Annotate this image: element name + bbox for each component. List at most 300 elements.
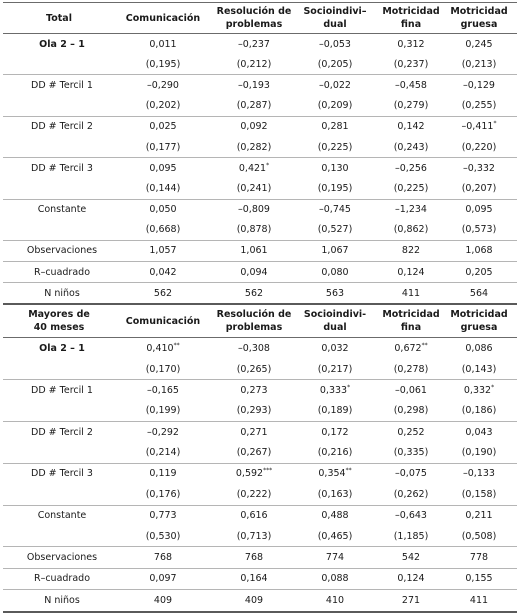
table-cell [449, 224, 509, 235]
table-cell [449, 405, 509, 416]
cell-value: (0,225) [317, 141, 353, 153]
table-cell [115, 245, 211, 256]
cell-value: 0,050 [149, 204, 177, 216]
cell-value: 1,061 [240, 245, 268, 257]
cell-value: (0,220) [461, 141, 497, 153]
table-cell [115, 595, 211, 606]
cell-value: (0,293) [236, 405, 272, 417]
cell-value: (0,207) [461, 182, 497, 194]
cell-value: (0,214) [145, 447, 181, 459]
table-row [3, 200, 517, 220]
table-cell [115, 59, 211, 70]
table-cell [297, 573, 373, 584]
col-header-comunicacion: Comunicación [125, 315, 201, 327]
table-cell [115, 121, 211, 132]
table-cell [373, 573, 449, 584]
table-cell [211, 100, 297, 111]
table-cell [373, 595, 449, 606]
table-cell [211, 447, 297, 458]
cell-value: 0,088 [321, 573, 349, 585]
table-cell [211, 59, 297, 70]
cell-value: –0,053 [319, 38, 351, 50]
panel-total-header [3, 3, 517, 33]
table-cell [449, 142, 509, 153]
cell-value: (0,287) [236, 100, 272, 112]
cell-value: 0,130 [321, 162, 349, 174]
table-cell [297, 59, 373, 70]
regression-table [3, 0, 517, 613]
cell-value: (0,262) [393, 488, 429, 500]
cell-value: (0,225) [393, 182, 429, 194]
cell-value: 0,273 [240, 384, 268, 396]
table-row [3, 569, 517, 589]
table-cell [297, 364, 373, 375]
cell-value: (0,163) [317, 488, 353, 500]
table-cell [373, 59, 449, 70]
cell-value: 0,592 [235, 468, 264, 480]
cell-value: 562 [153, 287, 173, 299]
table-cell [211, 510, 297, 521]
table-cell [115, 489, 211, 500]
table-cell [297, 121, 373, 132]
table-cell [297, 427, 373, 438]
cell-value: (0,265) [236, 363, 272, 375]
cell-value: (0,143) [461, 363, 497, 375]
table-cell [211, 163, 297, 174]
significance-stars: * [347, 383, 351, 391]
cell-value: (0,282) [236, 141, 272, 153]
cell-value: 778 [469, 552, 489, 564]
cell-value: 0,043 [465, 426, 493, 438]
table-cell [211, 39, 297, 50]
cell-value: 0,155 [465, 573, 493, 585]
table-cell [297, 510, 373, 521]
table-cell [297, 183, 373, 194]
cell-value: –0,129 [463, 79, 495, 91]
cell-value: –0,643 [395, 510, 427, 522]
cell-value: 409 [244, 594, 264, 606]
table-row-se [3, 526, 517, 546]
table-cell [373, 163, 449, 174]
table-cell [115, 385, 211, 396]
table-cell [211, 121, 297, 132]
cell-value: –0,061 [395, 384, 427, 396]
cell-value: 0,271 [240, 426, 268, 438]
table-cell [211, 183, 297, 194]
table-cell [373, 447, 449, 458]
table-row [3, 34, 517, 54]
table-cell [373, 468, 449, 479]
cell-value: 774 [325, 552, 345, 564]
table-cell [115, 364, 211, 375]
table-cell [115, 163, 211, 174]
cell-value: –0,133 [463, 468, 495, 480]
cell-value: (0,530) [145, 530, 181, 542]
table-cell [211, 343, 297, 354]
row-label: Constante [37, 204, 87, 216]
table-cell [373, 142, 449, 153]
table-cell [211, 204, 297, 215]
table-cell [297, 288, 373, 299]
cell-value: –0,809 [238, 204, 270, 216]
table-cell [115, 468, 211, 479]
significance-stars: ** [345, 467, 352, 475]
significance-stars: ** [421, 341, 428, 349]
cell-value: (0,237) [393, 58, 429, 70]
table-cell [211, 573, 297, 584]
table-row-se [3, 442, 517, 462]
cell-value: –0,290 [147, 79, 179, 91]
table-row-se [3, 220, 517, 240]
cell-value: (0,298) [393, 405, 429, 417]
panel-mayores-header [3, 305, 517, 337]
col-header-motricidad-gruesa: Motricidad gruesa [450, 6, 508, 30]
table-cell [115, 204, 211, 215]
cell-value: (0,209) [317, 100, 353, 112]
table-cell [449, 288, 509, 299]
panel-total-body [3, 34, 517, 303]
cell-value: (0,243) [393, 141, 429, 153]
table-cell [373, 364, 449, 375]
cell-value: 542 [401, 552, 421, 564]
table-cell [297, 39, 373, 50]
cell-value: 0,164 [240, 573, 268, 585]
table-cell [373, 531, 449, 542]
cell-value: (0,878) [236, 224, 272, 236]
significance-stars: ** [173, 341, 180, 349]
table-cell [373, 385, 449, 396]
cell-value: 0,095 [149, 162, 177, 174]
cell-value: –0,237 [238, 38, 270, 50]
table-cell [211, 142, 297, 153]
cell-value: (0,144) [145, 182, 181, 194]
table-cell [449, 163, 509, 174]
table-cell [373, 224, 449, 235]
cell-value: 411 [401, 287, 421, 299]
cell-value: (0,177) [145, 141, 181, 153]
cell-value: 0,211 [465, 510, 493, 522]
cell-value: (0,222) [236, 488, 272, 500]
table-cell [115, 405, 211, 416]
cell-value: (0,241) [236, 182, 272, 194]
cell-value: (0,195) [145, 58, 181, 70]
cell-value: (0,713) [236, 530, 272, 542]
table-cell [373, 510, 449, 521]
row-label: Observaciones [26, 245, 98, 257]
row-label: DD # Tercil 3 [31, 468, 93, 480]
row-label: DD # Tercil 3 [31, 162, 93, 174]
col-header-motricidad-gruesa: Motricidad gruesa [450, 309, 508, 334]
table-cell [449, 183, 509, 194]
table-cell [373, 489, 449, 500]
table-cell [115, 80, 211, 91]
col-header-comunicacion: Comunicación [125, 12, 201, 24]
cell-value: (0,186) [461, 405, 497, 417]
cell-value: 0,032 [321, 343, 349, 355]
panel-mayores-body [3, 338, 517, 610]
cell-value: 0,011 [149, 38, 177, 50]
table-cell [449, 204, 509, 215]
table-cell [211, 552, 297, 563]
table-cell [211, 267, 297, 278]
table-cell [115, 531, 211, 542]
cell-value: –0,075 [395, 468, 427, 480]
col-header-motricidad-fina: Motricidad fina [382, 6, 440, 30]
panel-title: Total [46, 12, 72, 24]
cell-value: (0,279) [393, 100, 429, 112]
cell-value: (0,668) [145, 224, 181, 236]
cell-value: (0,195) [317, 182, 353, 194]
table-cell [115, 552, 211, 563]
table-cell [115, 100, 211, 111]
table-row-se [3, 401, 517, 421]
table-cell [211, 531, 297, 542]
table-cell [449, 100, 509, 111]
table-cell [449, 267, 509, 278]
table-cell [297, 224, 373, 235]
cell-value: –0,411 [461, 121, 494, 133]
table-cell [449, 531, 509, 542]
cell-value: 0,773 [149, 510, 177, 522]
table-row [3, 422, 517, 442]
cell-value: 768 [153, 552, 173, 564]
cell-value: 0,245 [465, 38, 493, 50]
table-cell [297, 595, 373, 606]
cell-value: 563 [325, 287, 345, 299]
table-cell [449, 489, 509, 500]
cell-value: (0,508) [461, 530, 497, 542]
table-row-se [3, 484, 517, 504]
table-row [3, 380, 517, 400]
table-cell [449, 343, 509, 354]
row-label: DD # Tercil 2 [31, 426, 93, 438]
cell-value: –0,165 [147, 384, 179, 396]
table-cell [297, 245, 373, 256]
table-cell [211, 288, 297, 299]
table-cell [211, 427, 297, 438]
cell-value: 0,142 [397, 121, 425, 133]
cell-value: 0,097 [149, 573, 177, 585]
table-cell [297, 163, 373, 174]
table-cell [115, 183, 211, 194]
cell-value: (1,185) [393, 530, 429, 542]
cell-value: (0,335) [393, 447, 429, 459]
cell-value: 0,042 [149, 266, 177, 278]
cell-value: 768 [244, 552, 264, 564]
table-cell [373, 343, 449, 354]
cell-value: (0,189) [317, 405, 353, 417]
cell-value: 0,672 [394, 343, 422, 355]
table-cell [449, 59, 509, 70]
table-row [3, 464, 517, 484]
cell-value: (0,158) [461, 488, 497, 500]
table-cell [115, 39, 211, 50]
table-cell [373, 267, 449, 278]
cell-value: 0,205 [465, 266, 493, 278]
table-cell [297, 489, 373, 500]
table-row [3, 338, 517, 358]
cell-value: 564 [469, 287, 489, 299]
table-cell [373, 121, 449, 132]
cell-value: 0,354 [318, 468, 346, 480]
cell-value: 0,252 [397, 426, 425, 438]
table-row-se [3, 359, 517, 379]
cell-value: –0,292 [147, 426, 179, 438]
table-cell [373, 80, 449, 91]
table-cell [449, 385, 509, 396]
cell-value: 271 [401, 594, 421, 606]
cell-value: –0,745 [319, 204, 351, 216]
table-cell [449, 573, 509, 584]
table-row-se [3, 54, 517, 74]
cell-value: 0,488 [321, 510, 349, 522]
cell-value: 0,080 [321, 266, 349, 278]
table-cell [373, 288, 449, 299]
cell-value: (0,862) [393, 224, 429, 236]
cell-value: (0,278) [393, 363, 429, 375]
cell-value: (0,217) [317, 363, 353, 375]
row-label: Observaciones [26, 552, 98, 564]
table-cell [373, 39, 449, 50]
cell-value: 1,068 [465, 245, 493, 257]
table-row [3, 547, 517, 567]
cell-value: 562 [244, 287, 264, 299]
table-cell [297, 100, 373, 111]
table-cell [449, 468, 509, 479]
significance-stars: * [493, 120, 497, 128]
row-label: N niños [44, 287, 80, 299]
cell-value: (0,527) [317, 224, 353, 236]
table-cell [297, 80, 373, 91]
table-cell [449, 245, 509, 256]
cell-value: –0,332 [463, 162, 495, 174]
row-label: Ola 2 – 1 [39, 343, 85, 355]
table-cell [211, 595, 297, 606]
table-row [3, 283, 517, 303]
row-label: Ola 2 – 1 [39, 38, 85, 50]
cell-value: 0,124 [397, 266, 425, 278]
table-cell [297, 468, 373, 479]
cell-value: –0,308 [238, 343, 270, 355]
row-label: R–cuadrado [33, 573, 91, 585]
row-label: N niños [44, 594, 80, 606]
table-row-se [3, 178, 517, 198]
table-cell [373, 204, 449, 215]
cell-value: (0,573) [461, 224, 497, 236]
table-cell [449, 121, 509, 132]
table-cell [373, 405, 449, 416]
table-cell [373, 100, 449, 111]
table-cell [115, 427, 211, 438]
cell-value: (0,190) [461, 447, 497, 459]
row-label: DD # Tercil 1 [31, 79, 93, 91]
table-cell [211, 245, 297, 256]
table-cell [115, 447, 211, 458]
table-cell [115, 142, 211, 153]
cell-value: 410 [325, 594, 345, 606]
table-cell [297, 405, 373, 416]
cell-value: –0,193 [238, 79, 270, 91]
cell-value: 409 [153, 594, 173, 606]
cell-value: 0,086 [465, 343, 493, 355]
cell-value: 0,124 [397, 573, 425, 585]
table-cell [115, 343, 211, 354]
table-row [3, 262, 517, 282]
col-header-motricidad-fina: Motricidad fina [382, 309, 440, 334]
table-cell [449, 447, 509, 458]
table-row [3, 241, 517, 261]
table-cell [297, 531, 373, 542]
table-cell [115, 573, 211, 584]
cell-value: 0,410 [146, 343, 174, 355]
cell-value: (0,202) [145, 100, 181, 112]
col-header-socioindividual: Socioindivi- dual [303, 309, 367, 334]
cell-value: (0,212) [236, 58, 272, 70]
significance-stars: * [266, 161, 270, 169]
table-cell [115, 224, 211, 235]
table-cell [211, 489, 297, 500]
cell-value: 0,025 [149, 121, 177, 133]
table-row-se [3, 96, 517, 116]
cell-value: 411 [469, 594, 489, 606]
col-header-socioindividual: Socioindivi– dual [303, 6, 367, 30]
table-cell [297, 267, 373, 278]
cell-value: 0,092 [240, 121, 268, 133]
significance-stars: *** [263, 467, 273, 475]
cell-value: 0,095 [465, 204, 493, 216]
table-row [3, 158, 517, 178]
cell-value: 0,094 [240, 266, 268, 278]
table-cell [211, 224, 297, 235]
cell-value: –0,022 [319, 79, 351, 91]
cell-value: 0,333 [319, 384, 348, 396]
table-cell [211, 364, 297, 375]
cell-value: (0,465) [317, 530, 353, 542]
cell-value: (0,199) [145, 405, 181, 417]
table-row [3, 590, 517, 610]
table-cell [449, 595, 509, 606]
cell-value: (0,213) [461, 58, 497, 70]
table-cell [373, 245, 449, 256]
cell-value: 0,119 [149, 468, 177, 480]
cell-value: 1,057 [149, 245, 177, 257]
table-cell [449, 364, 509, 375]
col-header-resolucion: Resolución de problemas [216, 6, 292, 30]
cell-value: 0,332 [463, 384, 492, 396]
table-row [3, 506, 517, 526]
table-cell [211, 468, 297, 479]
cell-value: (0,255) [461, 100, 497, 112]
cell-value: 1,067 [321, 245, 349, 257]
row-label: Constante [37, 510, 87, 522]
table-cell [449, 510, 509, 521]
row-label: DD # Tercil 1 [31, 384, 93, 396]
cell-value: 0,616 [240, 510, 268, 522]
table-cell [211, 385, 297, 396]
table-cell [211, 405, 297, 416]
cell-value: –1,234 [395, 204, 427, 216]
table-cell [449, 80, 509, 91]
row-label: DD # Tercil 2 [31, 121, 93, 133]
table-cell [297, 142, 373, 153]
cell-value: 0,312 [397, 38, 425, 50]
col-header-resolucion: Resolución de problemas [216, 309, 292, 334]
cell-value: 0,172 [321, 426, 349, 438]
cell-value: 0,421 [238, 162, 267, 174]
cell-value: (0,205) [317, 58, 353, 70]
cell-value: (0,170) [145, 363, 181, 375]
table-row-se [3, 137, 517, 157]
